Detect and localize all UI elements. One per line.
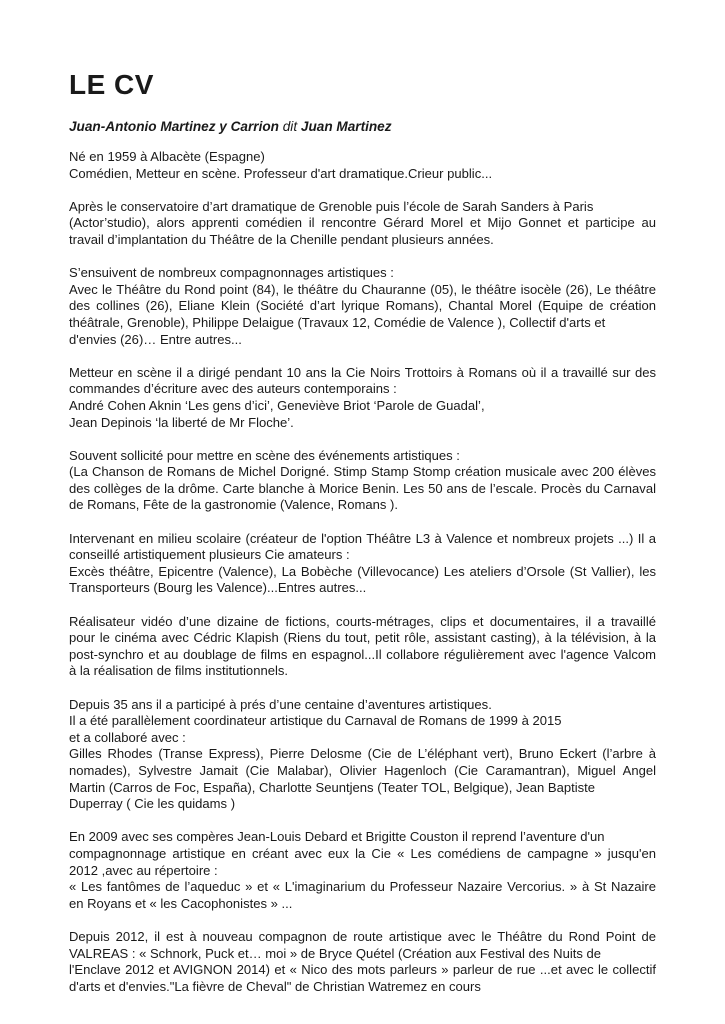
- cv-line: d'arts et d'envies."La fièvre de Cheval" de Christian Watremez en cours: [69, 978, 481, 994]
- cv-line: Gilles Rhodes (Transe Express), Pierre Delosme (Cie de L’éléphant vert), Bruno Eckert (l’arbre à: [69, 746, 656, 762]
- cv-line: Depuis 2012, il est à nouveau compagnon de route artistique avec le Théâtre du Rond Point de: [69, 928, 656, 944]
- cv-line: En 2009 avec ses compères Jean-Louis Debard et Brigitte Couston il reprend l’aventure d'un: [69, 829, 605, 845]
- cv-line: post-synchro et au doublage de films en espagnol...Il collabore régulièrement avec l'agence Valcom: [69, 646, 656, 662]
- cv-line: Jean Depinois ‘la liberté de Mr Floche’.: [69, 414, 294, 430]
- cv-paragraph: [69, 149, 656, 182]
- cv-line: de Romans, Fête de la gastronomie (Valence, Romans ).: [69, 497, 398, 513]
- cv-line: Comédien, Metteur en scène. Professeur d'art dramatique.Crieur public...: [69, 165, 493, 181]
- cv-paragraph: [69, 199, 656, 249]
- cv-line: (La Chanson de Romans de Michel Dorigné. Stimp Stamp Stomp création musicale avec 200 élèves: [69, 464, 656, 480]
- cv-line: Avec le Théâtre du Rond point (84), le théâtre du Chauranne (05), le théâtre isocèle (26), Le théâtre: [69, 281, 656, 297]
- cv-line: Excès théâtre, Epicentre (Valence), La Bobèche (Villevocance) Les ateliers d’Orsole (St Vallier), les: [69, 563, 656, 579]
- cv-line: d'envies (26)… Entre autres...: [69, 331, 242, 347]
- cv-paragraph: [69, 365, 656, 431]
- cv-paragraph: [69, 265, 656, 348]
- subtitle: [69, 118, 656, 135]
- cv-line: Metteur en scène il a dirigé pendant 10 ans la Cie Noirs Trottoirs à Romans où il a travaillé sur des: [69, 364, 656, 380]
- cv-line: Duperray ( Cie les quidams ): [69, 796, 236, 812]
- cv-line: « Les fantômes de l’aqueduc » et « L'imaginarium du Professeur Nazaire Vercorius. » à St Nazaire: [69, 879, 656, 895]
- cv-line: Né en 1959 à Albacète (Espagne): [69, 149, 265, 164]
- cv-line: compagnonnage artistique en créant avec eux la Cie « Les comédiens de campagne » jusqu'en: [69, 845, 656, 861]
- cv-line: André Cohen Aknin ‘Les gens d’ici’, Geneviève Briot ‘Parole de Guadal’,: [69, 397, 485, 413]
- cv-line: pour le cinéma avec Cédric Klapish (Riens du tout, petit rôle, assistant casting), à la télévision, à la: [69, 630, 656, 646]
- cv-line: Transporteurs (Bourg les Valence)...Entres autres...: [69, 580, 367, 596]
- cv-line: S’ensuivent de nombreux compagnonnages artistiques :: [69, 265, 394, 281]
- subtitle-name: Juan-Antonio Martinez y Carrion: [69, 119, 279, 134]
- subtitle-alias: Juan Martinez: [300, 119, 392, 134]
- cv-line: 2012 ,avec au répertoire :: [69, 862, 218, 878]
- cv-line: et a collaboré avec :: [69, 729, 186, 745]
- cv-line: Depuis 35 ans il a participé à prés d’une centaine d’aventures artistiques.: [69, 696, 492, 712]
- cv-line: Martin (Carros de Foc, España), Charlotte Seuntjens (Teater TOL, Belgique), Jean Baptiste: [69, 779, 596, 795]
- page-title: LE CV: [69, 69, 154, 100]
- cv-line: en Royans et « les Cacophonistes » ...: [69, 895, 293, 911]
- cv-line: Réalisateur vidéo d’une dizaine de fictions, courts-métrages, clips et documentaires, il a travaillé: [69, 613, 656, 629]
- cv-line: conseillé artistiquement plusieurs Cie amateurs :: [69, 547, 350, 563]
- cv-line: nomades), Sylvestre Jamait (Cie Malabar), Olivier Hagenloch (Cie Caramantran), Miguel Angel: [69, 762, 656, 778]
- cv-line: VALREAS : « Schnork, Puck et… moi » de Bryce Quétel (Création aux Festival des Nuits de: [69, 945, 602, 961]
- cv-line: Souvent sollicité pour mettre en scène des événements artistiques :: [69, 447, 460, 463]
- cv-line: l'Enclave 2012 et AVIGNON 2014) et « Nico des mots parleurs » parleur de rue ...et avec le collectif: [69, 962, 656, 978]
- cv-line: théâtrale, Grenoble), Philippe Delaigue (Travaux 12, Comédie de Valence ), Collectif d'arts et: [69, 314, 606, 330]
- cv-body: [69, 149, 656, 1012]
- cv-paragraph: [69, 829, 656, 912]
- cv-line: Il a été parallèlement coordinateur artistique du Carnaval de Romans de 1999 à 2015: [69, 713, 562, 729]
- subtitle-dit: dit: [282, 119, 298, 134]
- cv-line: commandes d’écriture avec des auteurs contemporains :: [69, 381, 397, 397]
- cv-line: Intervenant en milieu scolaire (créateur de l'option Théâtre L3 à Valence et nombreux projets ...) Il a: [69, 530, 656, 546]
- cv-paragraph: [69, 697, 656, 813]
- cv-line: des collines (26), Eliane Klein (Société d’art lyrique Romans), Chantal Morel (Equipe de création: [69, 298, 656, 314]
- cv-line: Après le conservatoire d’art dramatique de Grenoble puis l’école de Sarah Sanders à Paris: [69, 198, 594, 214]
- cv-line: à la réalisation de films institutionnels.: [69, 663, 289, 679]
- cv-paragraph: [69, 531, 656, 597]
- cv-line: des collèges de la drôme. Carte blanche à Morice Benin. Les 50 ans de l’escale. Procès du Carnaval: [69, 480, 656, 496]
- cv-paragraph: [69, 929, 656, 995]
- cv-line: (Actor’studio), alors apprenti comédien il rencontre Gérard Morel et Mijo Gonnet et participe au: [69, 215, 656, 231]
- cv-paragraph: [69, 448, 656, 514]
- cv-paragraph: [69, 614, 656, 680]
- cv-line: travail d’implantation du Théâtre de la Chenille pendant plusieurs années.: [69, 231, 494, 247]
